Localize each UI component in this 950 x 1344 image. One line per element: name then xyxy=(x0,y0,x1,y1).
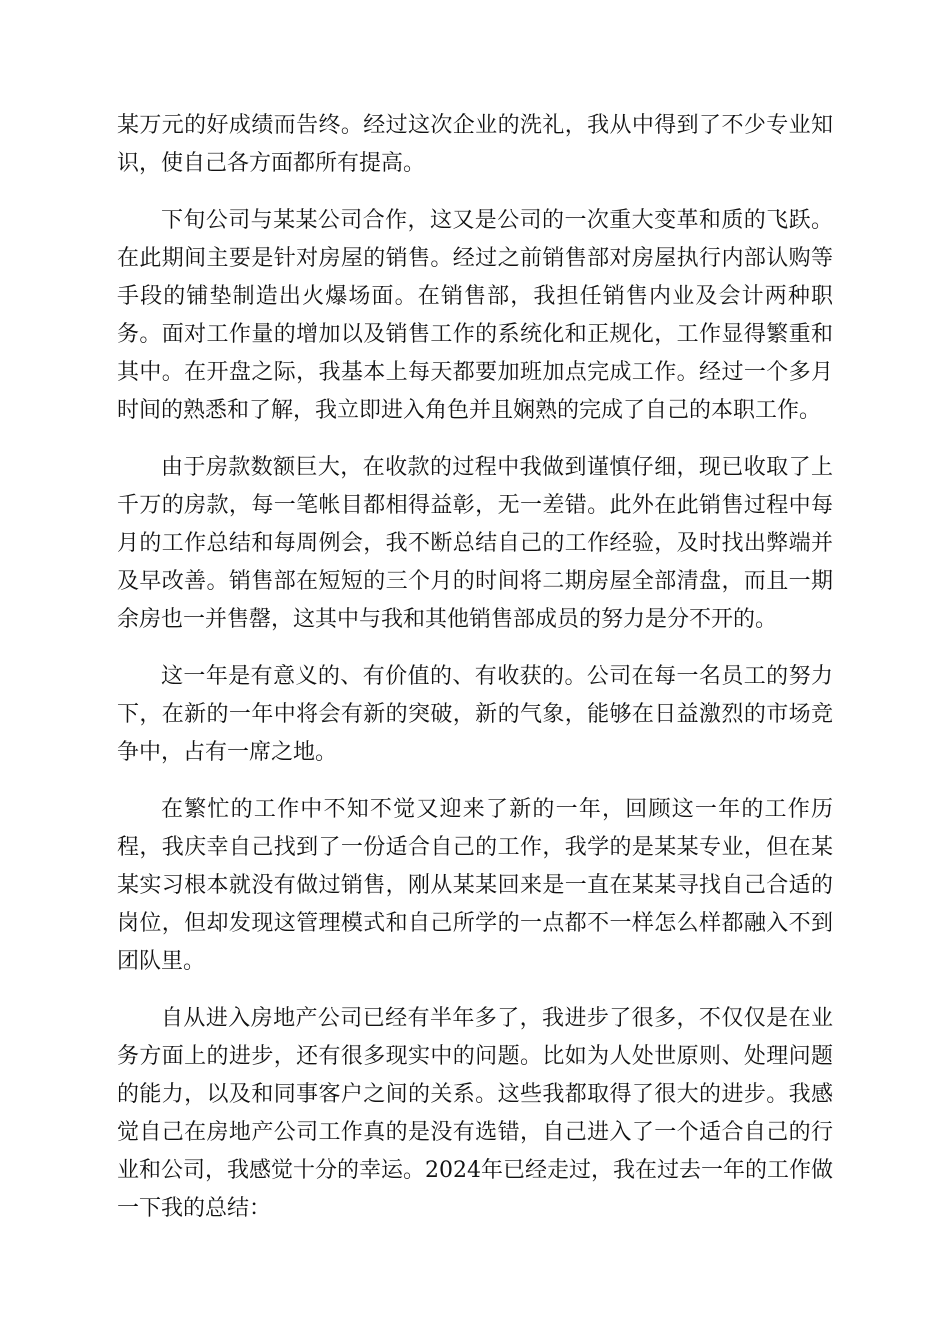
paragraph: 某万元的好成绩而告终。经过这次企业的洗礼，我从中得到了不少专业知识，使自己各方面都所有提高。 xyxy=(117,113,833,176)
paragraph: 下旬公司与某某公司合作，这又是公司的一次重大变革和质的飞跃。在此期间主要是针对房屋的销售。经过之前销售部对房屋执行内部认购等手段的铺垫制造出火爆场面。在销售部，我担任销售内业及会计两种职务。面对工作量的增加以及销售工作的系统化和正规化，工作显得繁重和其中。在开盘之际，我基本上每天都要加班加点完成工作。经过一个多月时间的熟悉和了解，我立即进入角色并且娴熟的完成了自己的本职工作。 xyxy=(117,208,833,423)
paragraph: 由于房款数额巨大，在收款的过程中我做到谨慎仔细，现已收取了上千万的房款，每一笔帐目都相得益彰，无一差错。此外在此销售过程中每月的工作总结和每周例会，我不断总结自己的工作经验，及时找出弊端并及早改善。销售部在短短的三个月的时间将二期房屋全部清盘，而且一期余房也一并售罄，这其中与我和其他销售部成员的努力是分不开的。 xyxy=(117,455,833,632)
document-body xyxy=(117,107,833,1247)
paragraph: 在繁忙的工作中不知不觉又迎来了新的一年，回顾这一年的工作历程，我庆幸自己找到了一份适合自己的工作，我学的是某某专业，但在某某实习根本就没有做过销售，刚从某某回来是一直在某某寻找自己合适的岗位，但却发现这管理模式和自己所学的一点都不一样怎么样都融入不到团队里。 xyxy=(117,797,833,974)
paragraph: 这一年是有意义的、有价值的、有收获的。公司在每一名员工的努力下，在新的一年中将会有新的突破，新的气象，能够在日益激烈的市场竞争中，占有一席之地。 xyxy=(117,664,833,765)
paragraph: 自从进入房地产公司已经有半年多了，我进步了很多，不仅仅是在业务方面上的进步，还有很多现实中的问题。比如为人处世原则、处理问题的能力，以及和同事客户之间的关系。这些我都取得了很大的进步。我感觉自己在房地产公司工作真的是没有选错，自己进入了一个适合自己的行业和公司，我感觉十分的幸运。2024年已经走过，我在过去一年的工作做一下我的总结： xyxy=(117,1006,833,1221)
